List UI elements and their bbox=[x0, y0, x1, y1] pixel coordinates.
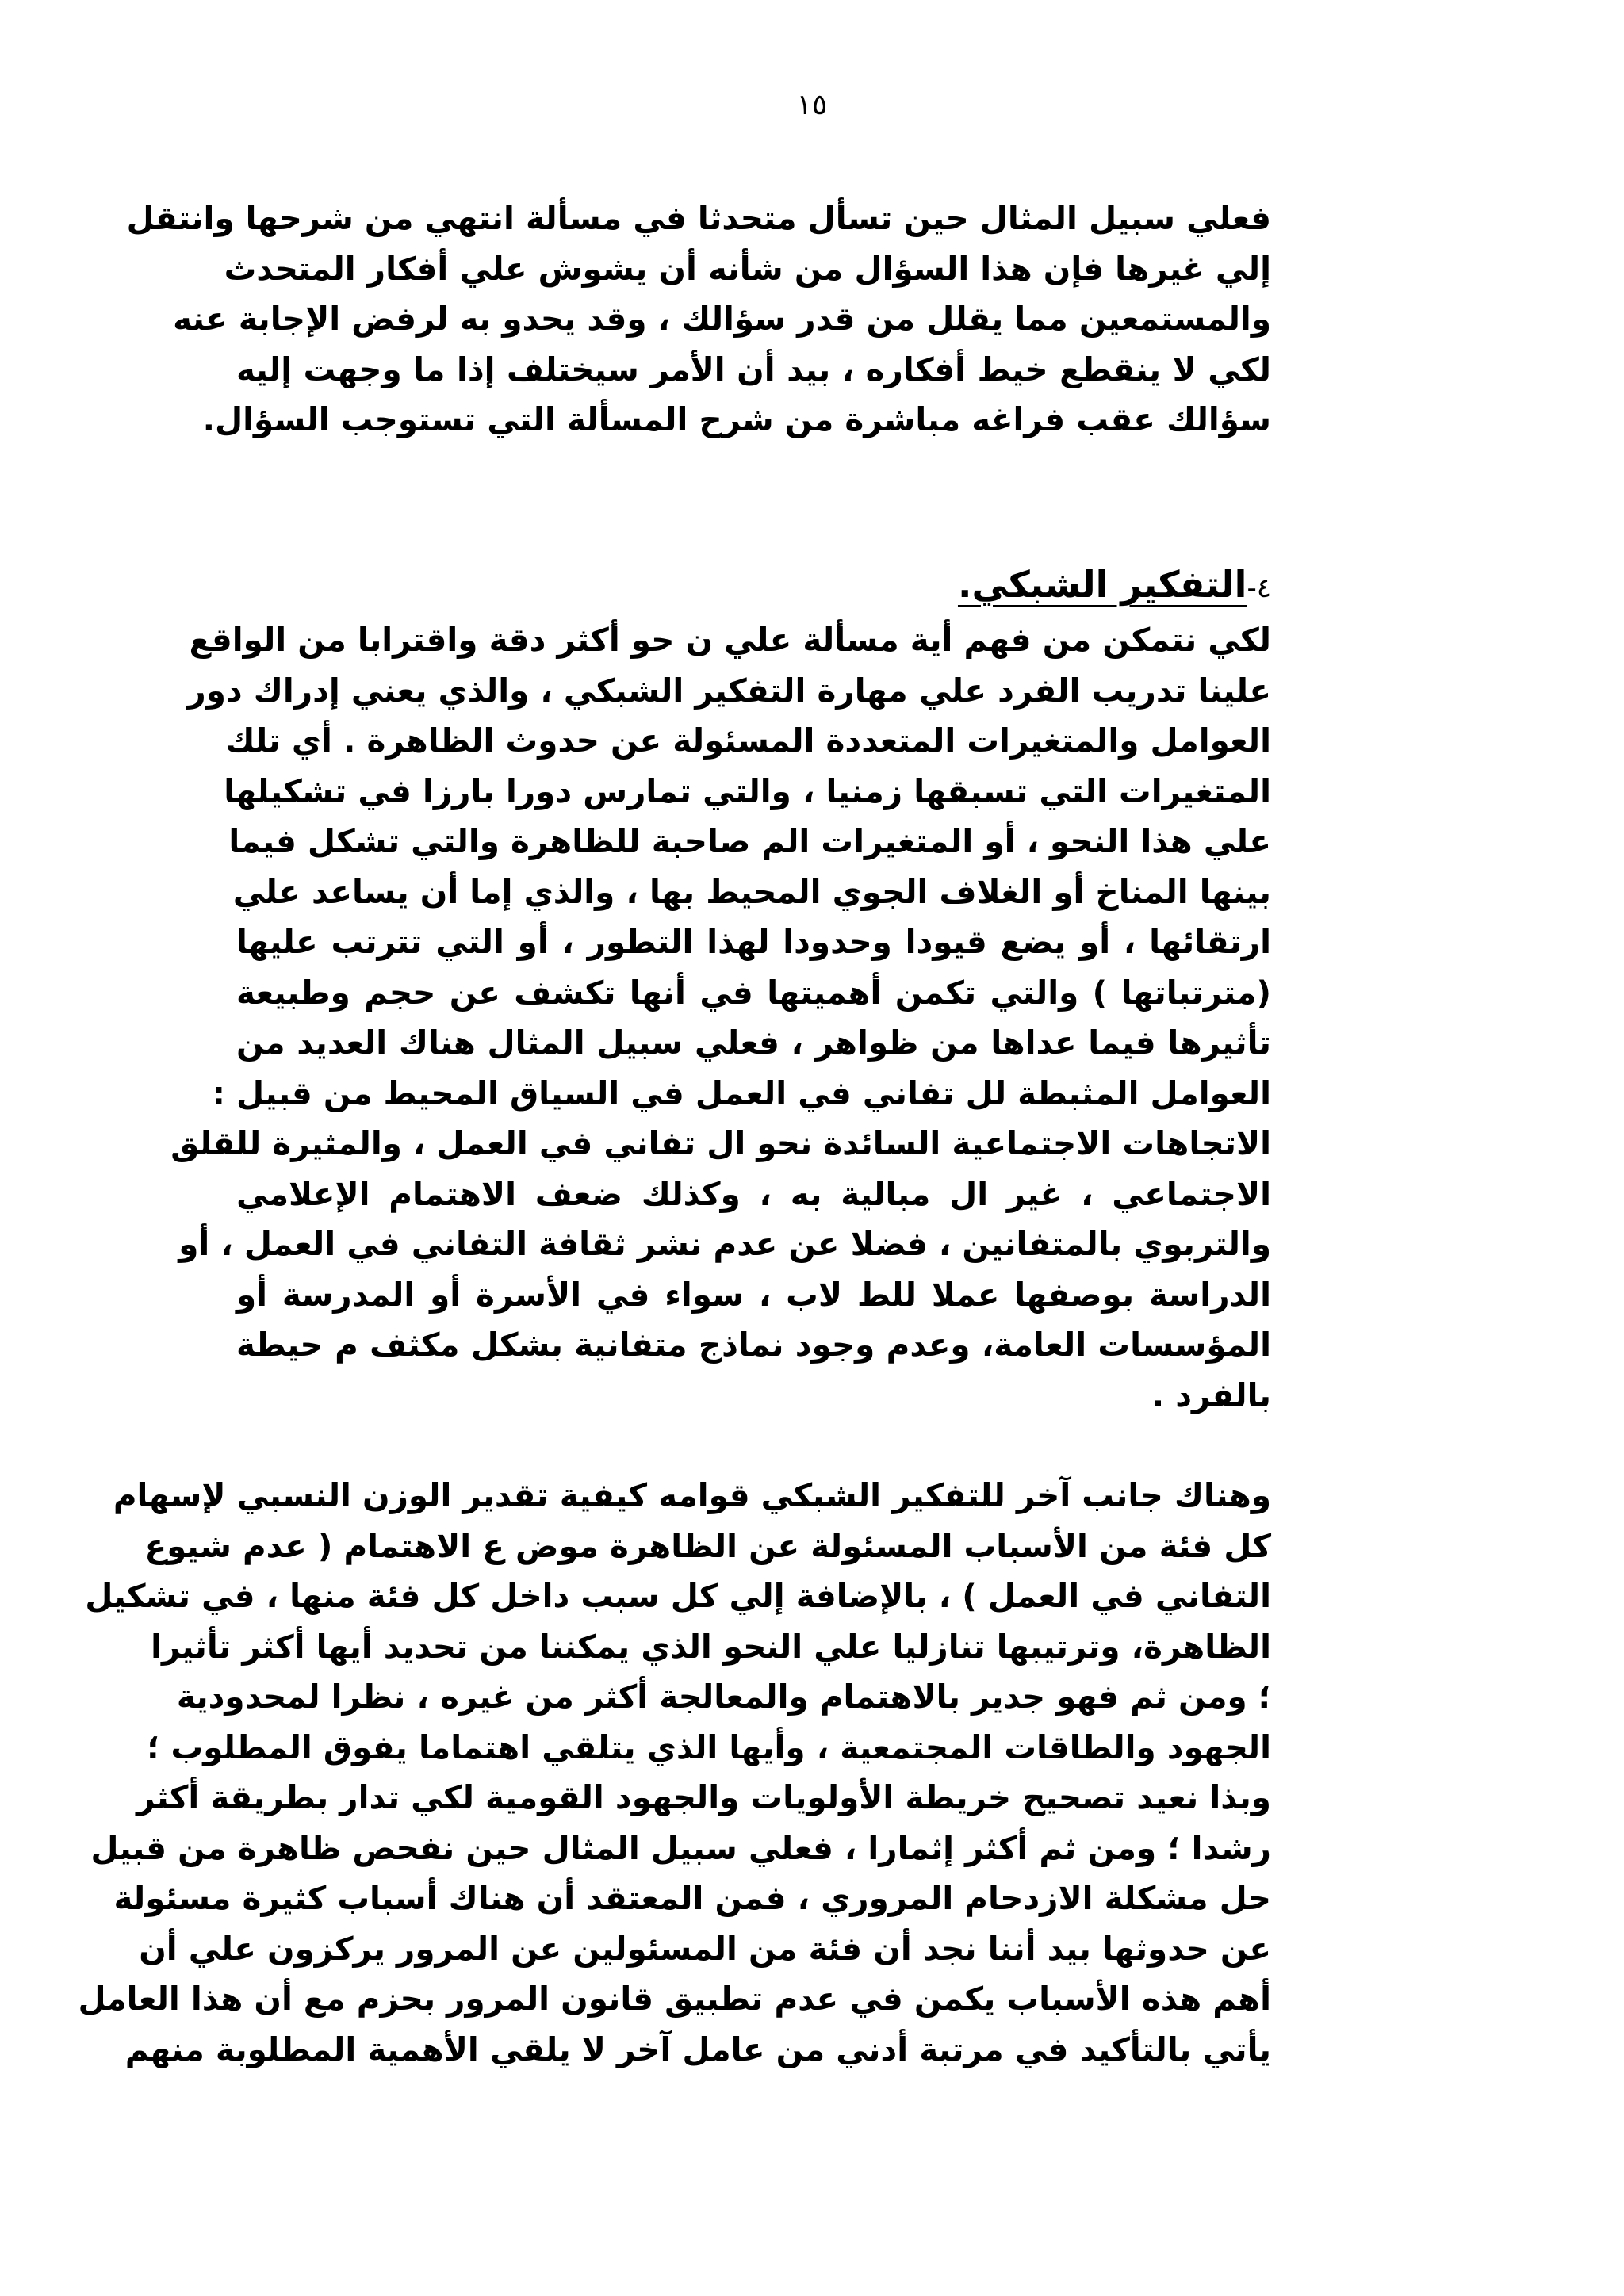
paragraph-1-line: والمستمعين مما يقلل من قدر سؤالك ، وقد يحدو به لرفض الإجابة عنه bbox=[173, 300, 1271, 338]
paragraph-2-line: الدراسة بوصفها عملا للط لاب ، سواء في الأسرة أو المدرسة أو bbox=[236, 1275, 1271, 1314]
paragraph-2 bbox=[170, 615, 1271, 1421]
paragraph-2-line: ارتقائها ، أو يضع قيودا وحدودا لهذا التطور ، أو التي تترتب عليها bbox=[236, 923, 1271, 961]
paragraph-3-line: كل فئة من الأسباب المسئولة عن الظاهرة موض ع الاهتمام ( عدم شيوع bbox=[144, 1526, 1271, 1565]
paragraph-2-line: علي هذا النحو ، أو المتغيرات الم صاحبة للظاهرة والتي تشكل فيما bbox=[228, 822, 1271, 860]
paragraph-3 bbox=[78, 1471, 1271, 2075]
paragraph-2-line: المتغيرات التي تسبقها زمنيا ، والتي تمارس دورا بارزا في تشكيلها bbox=[224, 771, 1271, 810]
paragraph-2-line: علينا تدريب الفرد علي مهارة التفكير الشبكي ، والذي يعني إدراك دور bbox=[187, 671, 1271, 710]
section-number: ٤- bbox=[1247, 572, 1271, 604]
paragraph-1-line: لكي لا ينقطع خيط أفكاره ، بيد أن الأمر سيختلف إذا ما وجهت إليه bbox=[236, 350, 1271, 388]
paragraph-2-line: لكي نتمكن من فهم أية مسألة علي ن حو أكثر دقة واقترابا من الواقع bbox=[189, 621, 1271, 659]
paragraph-3-line: وبذا نعيد تصحيح خريطة الأولويات والجهود القومية لكي تدار بطريقة أكثر bbox=[136, 1778, 1271, 1816]
paragraph-2-line: (مترتباتها ) والتي تكمن أهميتها في أنها تكشف عن حجم وطبيعة bbox=[236, 973, 1271, 1012]
paragraph-2-line: الاتجاهات الاجتماعية السائدة نحو ال تفاني في العمل ، والمثيرة للقلق bbox=[170, 1124, 1271, 1162]
paragraph-3-line: ؛ ومن ثم فهو جدير بالاهتمام والمعالجة أكثر من غيره ، نظرا لمحدودية bbox=[176, 1678, 1271, 1716]
paragraph-3-line: يأتي بالتأكيد في مرتبة أدني من عامل آخر لا يلقي الأهمية المطلوبة منهم bbox=[124, 2030, 1271, 2068]
paragraph-2-line: الاجتماعي ، غير ال مبالية به ، وكذلك ضعف الاهتمام الإعلامي bbox=[236, 1174, 1271, 1213]
paragraph-2-line: تأثيرها فيما عداها من ظواهر ، فعلي سبيل المثال هناك العديد من bbox=[236, 1024, 1271, 1062]
paragraph-3-line: وهناك جانب آخر للتفكير الشبكي قوامه كيفية تقدير الوزن النسبي لإسهام bbox=[113, 1476, 1271, 1514]
paragraph-2-line: والتربوي بالمتفانين ، فضلا عن عدم نشر ثقافة التفاني في العمل ، أو bbox=[178, 1225, 1271, 1263]
paragraph-2-line: بينها المناخ أو الغلاف الجوي المحيط بها ، والذي إما أن يساعد علي bbox=[232, 872, 1271, 911]
paragraph-3-line: رشدا ؛ ومن ثم أكثر إثمارا ، فعلي سبيل المثال حين نفحص ظاهرة من قبيل bbox=[90, 1828, 1271, 1867]
section-heading bbox=[236, 559, 1271, 614]
paragraph-3-line: الظاهرة، وترتيبها تنازليا علي النحو الذي يمكننا من تحديد أيها أكثر تأثيرا bbox=[151, 1627, 1271, 1666]
section-title: التفكير الشبكي. bbox=[957, 563, 1247, 606]
paragraph-1-line: إلي غيرها فإن هذا السؤال من شأنه أن يشوش علي أفكار المتحدث bbox=[224, 249, 1271, 288]
paragraph-3-line: عن حدوثها بيد أننا نجد أن فئة من المسئولين عن المرور يركزون علي أن bbox=[139, 1929, 1271, 1968]
paragraph-2-line: العوامل والمتغيرات المتعددة المسئولة عن حدوث الظاهرة . أي تلك bbox=[225, 721, 1271, 760]
paragraph-3-line: الجهود والطاقات المجتمعية ، وأيها الذي يتلقي اهتماما يفوق المطلوب ؛ bbox=[147, 1728, 1271, 1766]
paragraph-2-line: المؤسسات العامة، وعدم وجود نماذج متفانية بشكل مكثف م حيطة bbox=[236, 1326, 1271, 1364]
paragraph-2-line: بالفرد . bbox=[1151, 1376, 1271, 1414]
paragraph-3-line: حل مشكلة الازدحام المروري ، فمن المعتقد أن هناك أسباب كثيرة مسئولة bbox=[113, 1879, 1271, 1917]
paragraph-1-line: فعلي سبيل المثال حين تسأل متحدثا في مسألة انتهي من شرحها وانتقل bbox=[126, 199, 1271, 237]
paragraph-3-line: أهم هذه الأسباب يكمن في عدم تطبيق قانون المرور بحزم مع أن هذا العامل bbox=[78, 1980, 1271, 2018]
paragraph-1-line: سؤالك عقب فراغه مباشرة من شرح المسألة التي تستوجب السؤال. bbox=[202, 400, 1271, 438]
paragraph-3-line: التفاني في العمل ) ، بالإضافة إلي كل سبب داخل كل فئة منها ، في تشكيل bbox=[85, 1577, 1271, 1615]
paragraph-1 bbox=[126, 193, 1271, 446]
page-number: ١٥ bbox=[796, 89, 828, 121]
paragraph-2-line: العوامل المثبطة لل تفاني في العمل في السياق المحيط من قبيل : bbox=[212, 1073, 1271, 1112]
